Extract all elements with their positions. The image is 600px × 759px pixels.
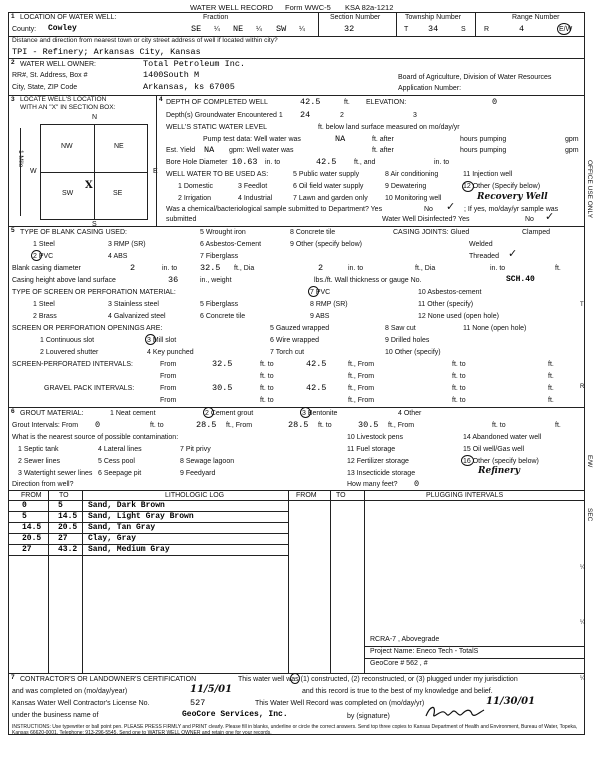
use-11: 11 Injection well xyxy=(463,171,513,178)
grout-ft-from-2: ft., From xyxy=(388,422,415,429)
side-ew: E/W xyxy=(586,455,593,468)
log-from-cell: 20.5 xyxy=(22,534,42,543)
use-6: 6 Oil field water supply xyxy=(293,183,364,190)
bore-to-value[interactable]: 42.5 xyxy=(316,157,337,167)
business-name[interactable]: GeoCore Services, Inc. xyxy=(182,710,288,719)
pump-test-label: Pump test data: Well water was xyxy=(203,136,301,143)
screen-interval-to[interactable]: 42.5 xyxy=(306,359,327,369)
application-number-label: Application Number: xyxy=(398,85,462,92)
contam-15: 15 Oil well/Gas well xyxy=(463,446,525,453)
yield-gpm: gpm: Well water was xyxy=(229,147,294,154)
contamination-label: What is the nearest source of possible contamination: xyxy=(12,434,179,441)
use-5: 5 Public water supply xyxy=(293,171,360,178)
contam-1: 1 Septic tank xyxy=(18,446,59,453)
certification-text: This water well was (1) constructed, (2) reconstructed, or (3) plugged under my jurisdiction xyxy=(238,676,518,683)
log-desc-cell: Sand, Dark Brown xyxy=(88,501,165,510)
log-to-cell: 20.5 xyxy=(58,523,78,532)
casing-welded: Welded xyxy=(469,241,493,248)
disinfected-no: No xyxy=(525,216,534,223)
gpi-ft-to-4: ft. to xyxy=(452,397,466,404)
rcra-note: RCRA-7 , Abovegrade xyxy=(370,636,440,643)
feet-value[interactable]: 0 xyxy=(414,479,420,489)
west-label: W xyxy=(30,168,37,175)
constructed-circle xyxy=(290,673,300,684)
bore-label: Bore Hole Diameter xyxy=(166,159,228,166)
bore-in-to: in. to xyxy=(265,159,281,166)
mile-label: 1 Mile xyxy=(17,150,24,168)
grout-1: 1 Neat cement xyxy=(110,410,156,417)
groundwater-2-label: 2 xyxy=(340,112,344,119)
gpi-ft-2: ft. xyxy=(548,397,554,404)
gpi-ft: ft. xyxy=(548,385,554,392)
yield-value[interactable]: NA xyxy=(204,145,215,155)
township-label: Township Number xyxy=(405,14,462,21)
owner-label: WATER WELL OWNER: xyxy=(20,61,96,68)
opening-3-circle xyxy=(145,334,156,345)
casing-2-circle xyxy=(31,250,42,261)
water-use-label: WELL WATER TO BE USED AS: xyxy=(166,171,269,178)
section-3-number: 3 xyxy=(11,96,15,103)
feet-label: How many feet? xyxy=(347,481,398,488)
opening-2: 2 Louvered shutter xyxy=(40,349,99,356)
casing-threaded: Threaded xyxy=(469,253,499,260)
grout-ft-to: ft. to xyxy=(150,422,164,429)
casing-in-to-2: in. to xyxy=(348,265,364,272)
static-level-label: WELL'S STATIC WATER LEVEL xyxy=(166,124,268,131)
use-7: 7 Lawn and garden only xyxy=(293,195,368,202)
use-3: 3 Feedlot xyxy=(238,183,268,190)
use-10: 10 Monitoring well xyxy=(385,195,442,202)
ksa-ref: KSA 82a-1212 xyxy=(345,3,394,12)
certification-label: CONTRACTOR'S OR LANDOWNER'S CERTIFICATION xyxy=(20,676,197,683)
spi-ft-to: ft. to xyxy=(260,361,274,368)
township-s: S xyxy=(461,26,466,33)
township-number[interactable]: 34 xyxy=(428,24,439,34)
pump-test-value[interactable]: NA xyxy=(335,134,346,144)
groundwater-3-label: 3 xyxy=(413,112,417,119)
contam-10: 10 Livestock pens xyxy=(347,434,404,441)
chem-sample-label: Was a chemical/bacteriological sample submitted to Department? Yes xyxy=(166,206,383,213)
gravel-interval-from[interactable]: 30.5 xyxy=(212,383,233,393)
gpi-ft-from: ft., From xyxy=(348,385,375,392)
spi-ft: ft. xyxy=(548,361,554,368)
contam-13: 13 Insecticide storage xyxy=(347,470,416,477)
pump-after: ft. after xyxy=(372,136,394,143)
contam-8: 8 Sewage lagoon xyxy=(180,458,235,465)
use-9: 9 Dewatering xyxy=(385,183,427,190)
ne-quadrant: NE xyxy=(114,143,124,150)
county-value[interactable]: Cowley xyxy=(48,24,77,33)
contam-16: 16 Other (specify below) xyxy=(463,458,539,465)
bore-and: ft., and xyxy=(354,159,376,166)
casing-dia-2: ft., Dia xyxy=(415,265,436,272)
board-label: Board of Agriculture, Division of Water Resources xyxy=(398,74,552,81)
quarter-1: ¼ xyxy=(214,26,220,33)
grout-3-circle xyxy=(300,407,311,418)
opening-9: 9 Drilled holes xyxy=(385,337,430,344)
fraction-label: Fraction xyxy=(203,14,229,21)
side-quarter-2: ¼ xyxy=(580,620,586,626)
side-t: T xyxy=(580,302,584,308)
casing-diameter-label: Blank casing diameter xyxy=(12,265,81,272)
groundwater-label: Depth(s) Groundwater Encountered 1 xyxy=(166,112,283,119)
spi-from: From xyxy=(160,361,177,368)
grout-from[interactable]: 0 xyxy=(95,420,101,430)
casing-7: 7 Fiberglass xyxy=(200,253,239,260)
screen-1: 1 Steel xyxy=(33,301,55,308)
casing-9: 9 Other (specify below) xyxy=(290,241,362,248)
nw-quadrant: NW xyxy=(61,143,73,150)
depth-ft: ft. xyxy=(344,99,350,106)
record-completed-date[interactable]: 11/30/01 xyxy=(486,696,536,707)
plug-to-header: TO xyxy=(336,492,346,499)
section-4-number: 4 xyxy=(159,96,163,103)
casing-8: 8 Concrete tile xyxy=(290,229,336,236)
se-quadrant: SE xyxy=(113,190,123,197)
use-8: 8 Air conditioning xyxy=(385,171,439,178)
disinfected-label: Water Well Disinfected? Yes xyxy=(382,216,470,223)
section-7-number: 7 xyxy=(11,674,15,681)
opening-5: 5 Gauzed wrapped xyxy=(270,325,330,332)
screen-12: 12 None used (open hole) xyxy=(418,313,499,320)
casing-ft-3: ft. xyxy=(555,265,561,272)
screen-6: 6 Concrete tile xyxy=(200,313,246,320)
screen-interval-from[interactable]: 32.5 xyxy=(212,359,233,369)
log-to-cell: 14.5 xyxy=(58,512,78,521)
section-number-label: Section Number xyxy=(330,14,381,21)
pump-hours: hours pumping xyxy=(460,136,507,143)
contam-12: 12 Fertilizer storage xyxy=(347,458,409,465)
east-label: E xyxy=(153,168,158,175)
address-label: RR#, St. Address, Box # xyxy=(12,72,88,79)
pump-gpm: gpm xyxy=(565,136,579,143)
grout-4: 4 Other xyxy=(398,410,422,417)
section-6-number: 6 xyxy=(11,408,15,415)
lithologic-log-header: LITHOLOGIC LOG xyxy=(165,492,225,499)
depth-label: DEPTH OF COMPLETED WELL xyxy=(166,99,268,106)
use-4: 4 Industrial xyxy=(238,195,273,202)
side-quarter-1: ¼ xyxy=(580,565,586,571)
screen-11: 11 Other (specify) xyxy=(418,301,474,308)
casing-diameter[interactable]: 2 xyxy=(130,263,136,273)
groundwater-1[interactable]: 24 xyxy=(300,110,311,120)
chem-ifyes: ; If yes, mo/day/yr sample was xyxy=(464,206,559,213)
grout-3: 3 Bentonite xyxy=(302,410,338,417)
gpi-ft-to-2: ft. to xyxy=(452,385,466,392)
grout-ft-to-2: ft. to xyxy=(318,422,332,429)
casing-height-label: Casing height above land surface xyxy=(12,277,116,284)
bore-value[interactable]: 10.63 xyxy=(232,157,258,167)
distance-value[interactable]: TPI - Refinery; Arkansas City, Kansas xyxy=(12,47,201,57)
screen-10: 10 Asbestos-cement xyxy=(418,289,482,296)
use-12-circle xyxy=(462,181,474,192)
north-label: N xyxy=(92,114,98,121)
casing-in-to: in. to xyxy=(162,265,178,272)
static-level-tail: ft. below land surface measured on mo/day/yr xyxy=(318,124,460,131)
record-completed-label: This Water Well Record was completed on (mo/day/yr) xyxy=(255,700,425,707)
log-desc-cell: Sand, Light Gray Brown xyxy=(88,512,194,521)
log-from-cell: 5 xyxy=(22,512,27,521)
grout-2-circle xyxy=(203,407,214,418)
license-label: Kansas Water Well Contractor's License No. xyxy=(12,700,150,707)
grout-from-2[interactable]: 28.5 xyxy=(288,420,309,430)
record-true-text: and this record is true to the best of my knowledge and belief. xyxy=(302,688,493,695)
fraction-2[interactable]: NE xyxy=(233,24,244,34)
plugging-header: PLUGGING INTERVALS xyxy=(426,492,504,499)
log-to-header: TO xyxy=(59,492,69,499)
city-value[interactable]: Arkansas, ks 67005 xyxy=(143,82,235,92)
spi-from-2: From xyxy=(160,373,177,380)
section-1-number: 1 xyxy=(11,13,15,20)
license-value[interactable]: 527 xyxy=(190,698,206,708)
spi-ft-2: ft. xyxy=(548,373,554,380)
screen-8: 8 RMP (SR) xyxy=(310,301,348,308)
range-ew: E/W xyxy=(559,26,573,33)
range-e-circle xyxy=(557,23,571,35)
completed-date[interactable]: 11/5/01 xyxy=(190,684,233,695)
contam-4: 4 Lateral lines xyxy=(98,446,142,453)
casing-dia: ft., Dia xyxy=(234,265,255,272)
spi-ft-to-3: ft. to xyxy=(260,373,274,380)
casing-3: 3 RMP (SR) xyxy=(108,241,146,248)
use-2: 2 Irrigation xyxy=(178,195,212,202)
grout-to[interactable]: 28.5 xyxy=(196,420,217,430)
use-12: 12 Other (Specify below) xyxy=(463,183,541,190)
office-use-label: OFFICE USE ONLY xyxy=(586,160,593,219)
opening-7: 7 Torch cut xyxy=(270,349,305,356)
grout-ft-from: ft., From xyxy=(226,422,253,429)
grout-intervals-label: Grout Intervals: From xyxy=(12,422,79,429)
bore-in: in. to xyxy=(434,159,450,166)
casing-1: 1 Steel xyxy=(33,241,55,248)
fraction-1[interactable]: SE xyxy=(191,24,202,34)
screen-5: 5 Fiberglass xyxy=(200,301,239,308)
log-from-cell: 0 xyxy=(22,501,27,510)
sw-quadrant: SW xyxy=(62,190,74,197)
yield-after: ft. after xyxy=(372,147,394,154)
use-1: 1 Domestic xyxy=(178,183,214,190)
opening-6: 6 Wire wrapped xyxy=(270,337,320,344)
opening-3: 3 Mill slot xyxy=(147,337,177,344)
grout-to-2[interactable]: 30.5 xyxy=(358,420,379,430)
plug-from-header: FROM xyxy=(296,492,317,499)
contam-2: 2 Sewer lines xyxy=(18,458,61,465)
log-to-cell: 27 xyxy=(58,534,68,543)
fraction-3[interactable]: SW xyxy=(276,24,287,34)
chem-no-check-icon: ✓ xyxy=(446,200,456,213)
gravel-intervals-label: GRAVEL PACK INTERVALS: xyxy=(44,385,135,392)
grout-ft-to-3: ft. to xyxy=(492,422,506,429)
gpi-ft-from-2: ft., From xyxy=(348,397,375,404)
gpi-from-2: From xyxy=(160,397,177,404)
casing-2: 2 PVC xyxy=(33,253,54,260)
log-to-cell: 43.2 xyxy=(58,545,78,554)
log-desc-cell: Sand, Tan Gray xyxy=(88,523,156,532)
quarter-3: ¼ xyxy=(299,26,305,33)
contam-6: 6 Seepage pit xyxy=(98,470,142,477)
log-from-cell: 27 xyxy=(22,545,32,554)
locate-title-2: WITH AN "X" IN SECTION BOX: xyxy=(20,104,116,111)
spi-ft-from: ft., From xyxy=(348,361,375,368)
direction-label: Direction from well? xyxy=(12,481,74,488)
screen-7-circle xyxy=(308,286,319,297)
opening-10: 10 Other (specify) xyxy=(385,349,441,356)
owner-value[interactable]: Total Petroleum Inc. xyxy=(143,59,246,69)
geocore-note: GeoCore # 562 , # xyxy=(370,660,428,667)
gpi-ft-to: ft. to xyxy=(260,385,274,392)
elevation-value[interactable]: 0 xyxy=(492,97,498,107)
contam-16-circle xyxy=(461,455,474,466)
casing-clamped: Clamped xyxy=(522,229,551,236)
south-label: S xyxy=(92,221,97,228)
casing-joints-label: CASING JOINTS: Glued xyxy=(393,229,470,236)
instructions: INSTRUCTIONS: Use typewriter or ball point pen. PLEASE PRESS FIRMLY and PRINT clearly. Please fill in blanks, underline or circle the correct answers. Send top three copies to Kansas Department of Health and Environment, Bureau of Water, Topeka, Kansas 66620-0001. Telephone: 913-296-5545. Send one to WATER WELL OWNER and retain one for your records. xyxy=(12,724,578,736)
location-label: LOCATION OF WATER WELL: xyxy=(20,14,117,21)
casing-5: 5 Wrought iron xyxy=(200,229,246,236)
casing-height[interactable]: 36 xyxy=(168,275,179,285)
opening-4: 4 Key punched xyxy=(147,349,194,356)
range-r: R xyxy=(484,26,490,33)
casing-in-to-3: in. to xyxy=(490,265,506,272)
completed-label: and was completed on (mo/day/year) xyxy=(12,688,128,695)
spi-ft-to-2: ft. to xyxy=(452,361,466,368)
log-to-cell: 5 xyxy=(58,501,63,510)
grout-2: 2 Cement grout xyxy=(205,410,254,417)
distance-label: Distance and direction from nearest town or city street address of well if located within city? xyxy=(12,37,278,44)
openings-label: SCREEN OR PERFORATION OPENINGS ARE: xyxy=(12,325,163,332)
range-label: Range Number xyxy=(512,14,560,21)
log-desc-cell: Sand, Medium Gray xyxy=(88,545,170,554)
casing-type-label: TYPE OF BLANK CASING USED: xyxy=(20,229,127,236)
signature-label: by (signature) xyxy=(347,713,390,720)
chem-no: No xyxy=(424,206,433,213)
casing-lbs: lbs./ft. Wall thickness or gauge No. xyxy=(314,277,422,284)
screen-9: 9 ABS xyxy=(310,313,330,320)
gpi-from: From xyxy=(160,385,177,392)
wall-thickness[interactable]: SCH.40 xyxy=(506,275,535,284)
casing-6: 6 Asbestos-Cement xyxy=(200,241,262,248)
section-5-number: 5 xyxy=(11,227,15,234)
grout-label: GROUT MATERIAL: xyxy=(20,410,84,417)
threaded-check-icon: ✓ xyxy=(508,247,518,260)
contam-other-value[interactable]: Refinery xyxy=(478,466,520,476)
screen-4: 4 Galvanized steel xyxy=(108,313,166,320)
screen-7: 7 PVC xyxy=(310,289,331,296)
section-number[interactable]: 32 xyxy=(344,24,355,34)
screen-2: 2 Brass xyxy=(33,313,57,320)
business-label: under the business name of xyxy=(12,712,99,719)
side-r: R xyxy=(580,384,585,390)
location-mark: X xyxy=(85,180,93,191)
screen-material-label: TYPE OF SCREEN OR PERFORATION MATERIAL: xyxy=(12,289,176,296)
chem-submitted: submitted xyxy=(166,216,197,223)
screen-intervals-label: SCREEN-PERFORATED INTERVALS: xyxy=(12,361,133,368)
casing-weight: in., weight xyxy=(200,277,232,284)
grout-ft: ft. xyxy=(555,422,561,429)
opening-1: 1 Continuous slot xyxy=(40,337,95,344)
log-from-header: FROM xyxy=(21,492,42,499)
opening-8: 8 Saw cut xyxy=(385,325,416,332)
gravel-interval-to[interactable]: 42.5 xyxy=(306,383,327,393)
city-label: City, State, ZIP Code xyxy=(12,84,78,91)
spi-ft-to-4: ft. to xyxy=(452,373,466,380)
casing-4: 4 ABS xyxy=(108,253,128,260)
elevation-label: ELEVATION: xyxy=(366,99,407,106)
quarter-2: ¼ xyxy=(256,26,262,33)
yield-gpm-2: gpm xyxy=(565,147,579,154)
contam-14: 14 Abandoned water well xyxy=(463,434,542,441)
depth-value[interactable]: 42.5 xyxy=(300,97,321,107)
section-2-number: 2 xyxy=(11,59,15,66)
signature[interactable] xyxy=(420,702,490,722)
locate-title-1: LOCATE WELL'S LOCATION xyxy=(20,96,107,103)
screen-3: 3 Stainless steel xyxy=(108,301,159,308)
yield-label: Est. Yield xyxy=(166,147,196,154)
side-sec: SEC xyxy=(586,508,593,522)
yield-hours: hours pumping xyxy=(460,147,507,154)
contam-9: 9 Feedyard xyxy=(180,470,216,477)
township-t: T xyxy=(404,26,409,33)
range-number[interactable]: 4 xyxy=(519,24,525,34)
log-desc-cell: Clay, Gray xyxy=(88,534,137,543)
use-other-value[interactable]: Recovery Well xyxy=(477,192,548,202)
contam-7: 7 Pit privy xyxy=(180,446,211,453)
spi-ft-from-2: ft., From xyxy=(348,373,375,380)
contam-11: 11 Fuel storage xyxy=(347,446,396,453)
address-value[interactable]: 1400South M xyxy=(143,70,200,80)
side-quarter-3: ¼ xyxy=(580,676,586,682)
casing-to[interactable]: 32.5 xyxy=(200,263,221,273)
county-label: County: xyxy=(12,26,37,33)
form-title: WATER WELL RECORD xyxy=(190,3,274,12)
project-note: Project Name: Eneco Tech - TotalS xyxy=(370,648,479,655)
contam-5: 5 Cess pool xyxy=(98,458,135,465)
log-from-cell: 14.5 xyxy=(22,523,42,532)
disinfected-check-icon: ✓ xyxy=(545,210,555,223)
opening-11: 11 None (open hole) xyxy=(463,325,527,332)
form-number: Form WWC-5 xyxy=(285,3,331,12)
casing-diameter-2[interactable]: 2 xyxy=(318,263,324,273)
gpi-ft-to-3: ft. to xyxy=(260,397,274,404)
contam-3: 3 Watertight sewer lines xyxy=(18,470,93,477)
